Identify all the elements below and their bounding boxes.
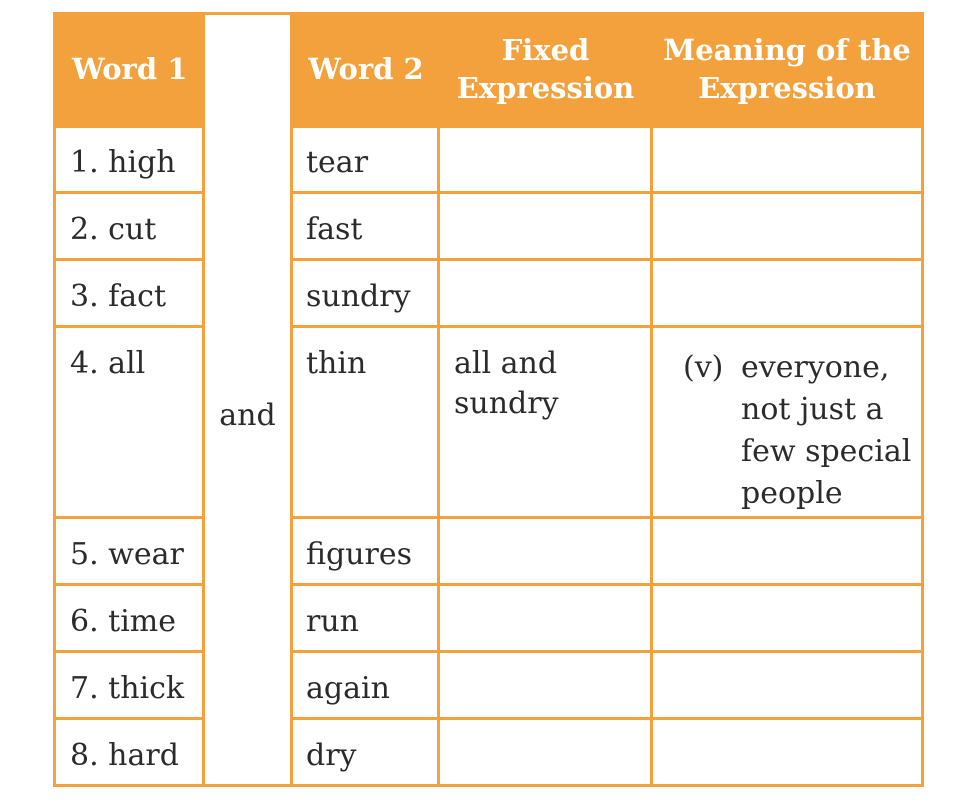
header-word1 [55, 12, 202, 126]
row-4-word2: thin [306, 346, 367, 381]
row-4-meaning-line-2: not just a [741, 392, 884, 427]
row-7-word2: again [306, 671, 390, 706]
row-4-fixed-line-2: sundry [454, 386, 559, 421]
header-word1-label: Word 1 [72, 52, 188, 86]
header-fixed-line-2: Expression [456, 71, 635, 105]
row-2-word1: 2. cut [70, 212, 157, 247]
header-word2 [293, 12, 439, 126]
row-6-word1: 6. time [70, 604, 177, 639]
row-4-part-of-speech: (v) [683, 350, 724, 385]
row-8-word1: 8. hard [70, 738, 179, 773]
row-4-meaning [653, 336, 921, 516]
row-3-word2: sundry [306, 279, 411, 314]
row-4-meaning-line-4: people [741, 476, 843, 511]
row-3-word1: 3. fact [70, 279, 167, 314]
row-6-word2: run [306, 604, 359, 639]
row-4-meaning-line-3: few special [741, 434, 912, 469]
header-meaning-line-1: Meaning of the [663, 33, 911, 67]
row-4-meaning-line-1: everyone, [741, 350, 890, 385]
header-fixed-expression [439, 12, 652, 126]
row-4-fixed-line-1: all and [454, 346, 558, 381]
header-meaning [652, 12, 922, 126]
connector-label: and [219, 398, 276, 433]
row-2-word2: fast [306, 212, 363, 247]
row-4-fixed-expression [440, 336, 559, 424]
row-5-word2: figures [306, 537, 413, 572]
row-1-word2: tear [306, 145, 369, 180]
connector-column [202, 12, 293, 787]
row-8-word2: dry [306, 738, 357, 773]
header-fixed-line-1: Fixed [501, 33, 590, 67]
header-word2-label: Word 2 [308, 52, 424, 86]
row-5-word1: 5. wear [70, 537, 184, 572]
row-4-word1: 4. all [70, 346, 146, 381]
row-7-word1: 7. thick [70, 671, 185, 706]
row-1-word1: 1. high [70, 145, 176, 180]
header-meaning-line-2: Expression [698, 71, 876, 105]
